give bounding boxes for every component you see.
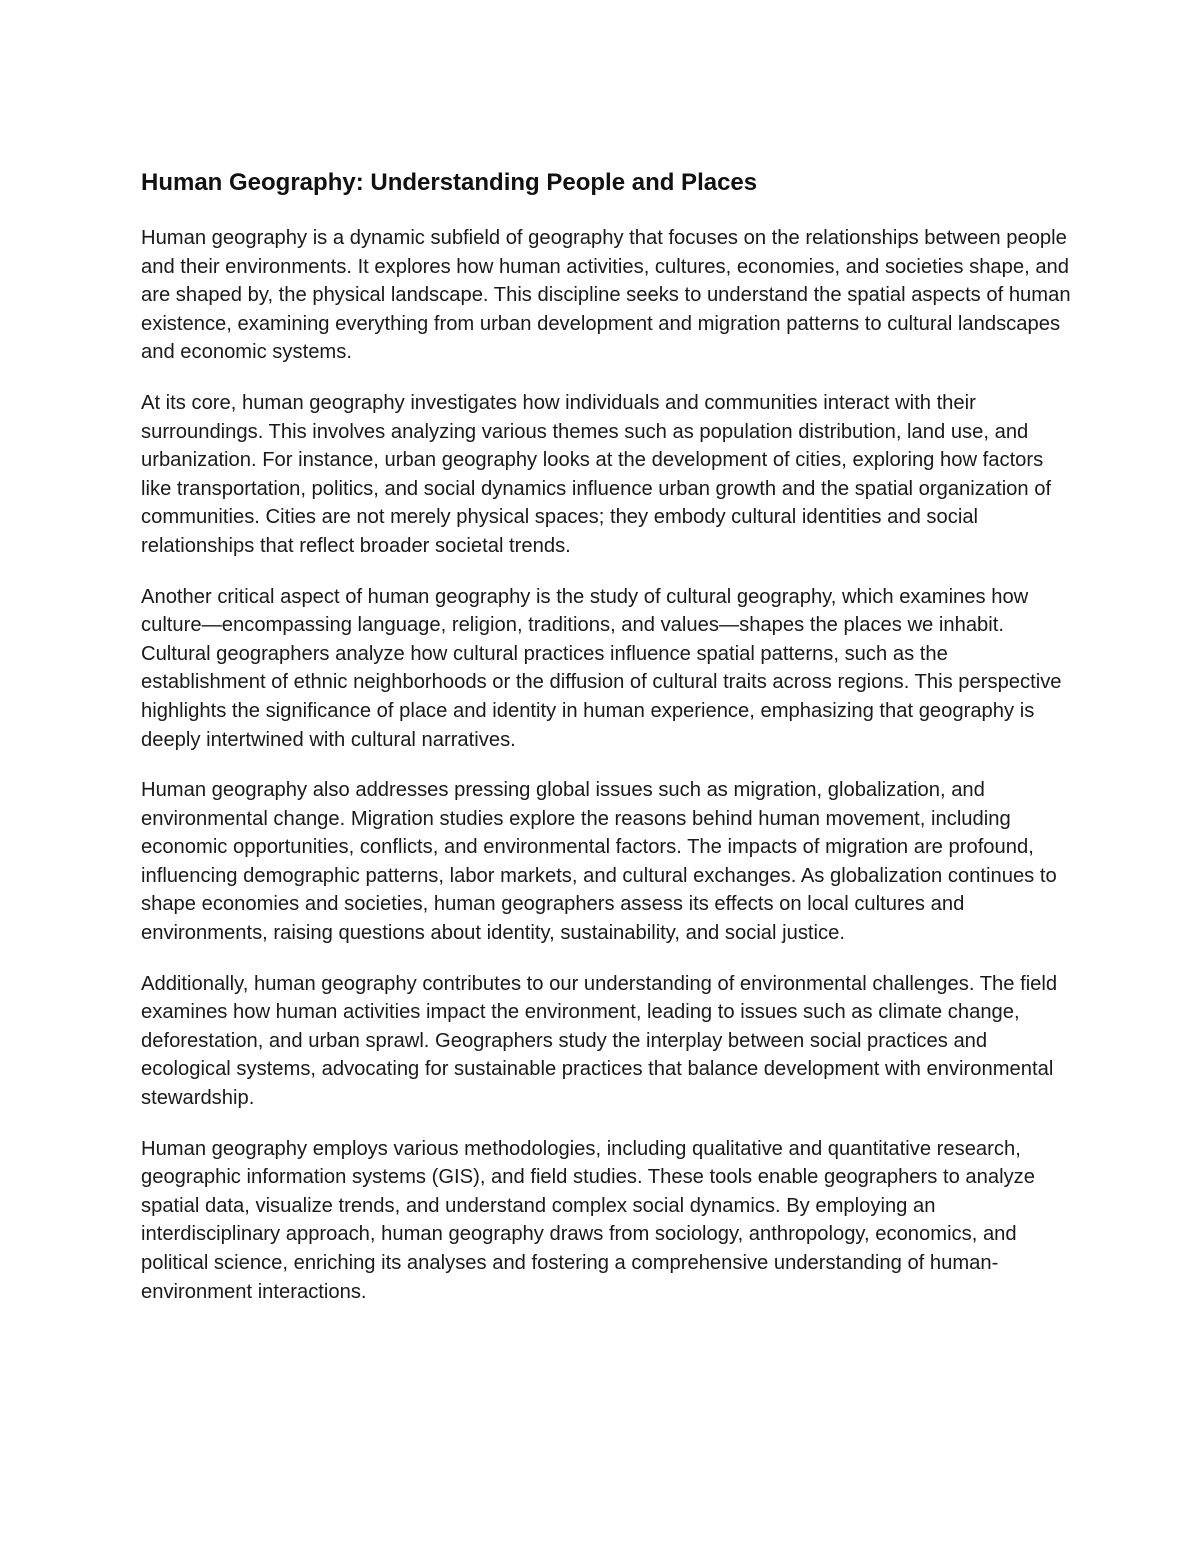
paragraph-cultural-geography: Another critical aspect of human geography is the study of cultural geography, which examines how culture—encompassing language, religion, traditions, and values—shapes the places we inhabit. Cultural geographers analyze how cultural practices influence spatial patterns, such as the establishment of ethnic neighborhoods or the diffusion of cultural traits across regions. This perspective highlights the significance of place and identity in human experience, emphasizing that geography is deeply intertwined with cultural narratives. xyxy=(141,585,1062,751)
paragraph-methodologies: Human geography employs various methodologies, including qualitative and quantitative research, geographic information systems (GIS), and field studies. These tools enable geographers to analyze spatial data, visualize trends, and understand complex social dynamics. By employing an interdisciplinary approach, human geography draws from sociology, anthropology, economics, and political science, enriching its analyses and fostering a comprehensive understanding of human-environment interactions. xyxy=(141,1137,1035,1303)
paragraph-environmental-challenges: Additionally, human geography contributes to our understanding of environmental challenges. The field examines how human activities impact the environment, leading to issues such as climate change, deforestation, and urban sprawl. Geographers study the interplay between social practices and ecological systems, advocating for sustainable practices that balance development with environmental stewardship. xyxy=(141,972,1058,1110)
paragraph-intro: Human geography is a dynamic subfield of geography that focuses on the relationships between people and their environments. It explores how human activities, cultures, economies, and societies shape, and are shaped by, the physical landscape. This discipline seeks to understand the spatial aspects of human existence, examining everything from urban development and migration patterns to cultural landscapes and economic systems. xyxy=(141,227,1071,364)
document-title: Human Geography: Understanding People and Places xyxy=(141,169,758,196)
paragraph-global-issues: Human geography also addresses pressing global issues such as migration, globalization, and environmental change. Migration studies explore the reasons behind human movement, including economic opportunities, conflicts, and environmental factors. The impacts of migration are profound, influencing demographic patterns, labor markets, and cultural exchanges. As globalization continues to shape economies and societies, human geographers assess its effects on local cultures and environments, raising questions about identity, sustainability, and social justice. xyxy=(141,779,1057,945)
document-body xyxy=(141,168,1071,1328)
paragraph-core: At its core, human geography investigates how individuals and communities interact with their surroundings. This involves analyzing various themes such as population distribution, land use, and urbanization. For instance, urban geography looks at the development of cities, exploring how factors like transportation, politics, and social dynamics influence urban growth and the spatial organization of communities. Cities are not merely physical spaces; they embody cultural identities and social relationships that reflect broader societal trends. xyxy=(141,391,1052,557)
